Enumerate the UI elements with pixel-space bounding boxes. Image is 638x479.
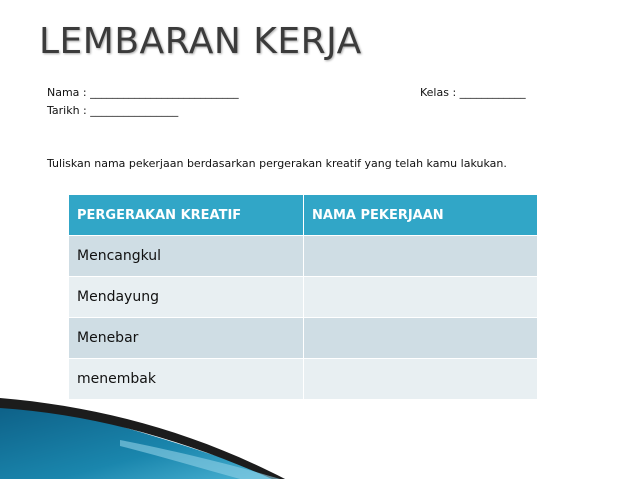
light-swoosh — [120, 440, 280, 479]
movement-cell: Menebar — [69, 318, 304, 359]
occupation-answer-cell[interactable] — [304, 277, 538, 318]
kelas-field[interactable]: Kelas : ____________ — [420, 86, 526, 99]
movement-cell: Mendayung — [69, 277, 304, 318]
page-title: LEMBARAN KERJA — [39, 21, 362, 62]
occupation-answer-cell[interactable] — [304, 318, 538, 359]
dark-swoosh — [0, 398, 285, 479]
worksheet-table — [68, 194, 538, 400]
table-row — [69, 236, 538, 277]
header-nama-pekerjaan: NAMA PEKERJAAN — [304, 195, 538, 236]
blue-swoosh — [0, 402, 285, 479]
tarikh-field[interactable]: Tarikh : ________________ — [47, 104, 179, 117]
header-pergerakan-kreatif: PERGERAKAN KREATIF — [69, 195, 304, 236]
table-row — [69, 277, 538, 318]
occupation-answer-cell[interactable] — [304, 359, 538, 400]
nama-field[interactable]: Nama : ___________________________ — [47, 86, 239, 99]
movement-cell: menembak — [69, 359, 304, 400]
table-row — [69, 318, 538, 359]
table-header-row — [69, 195, 538, 236]
occupation-answer-cell[interactable] — [304, 236, 538, 277]
movement-cell: Mencangkul — [69, 236, 304, 277]
instruction-text: Tuliskan nama pekerjaan berdasarkan pergerakan kreatif yang telah kamu lakukan. — [47, 157, 507, 170]
table-row — [69, 359, 538, 400]
